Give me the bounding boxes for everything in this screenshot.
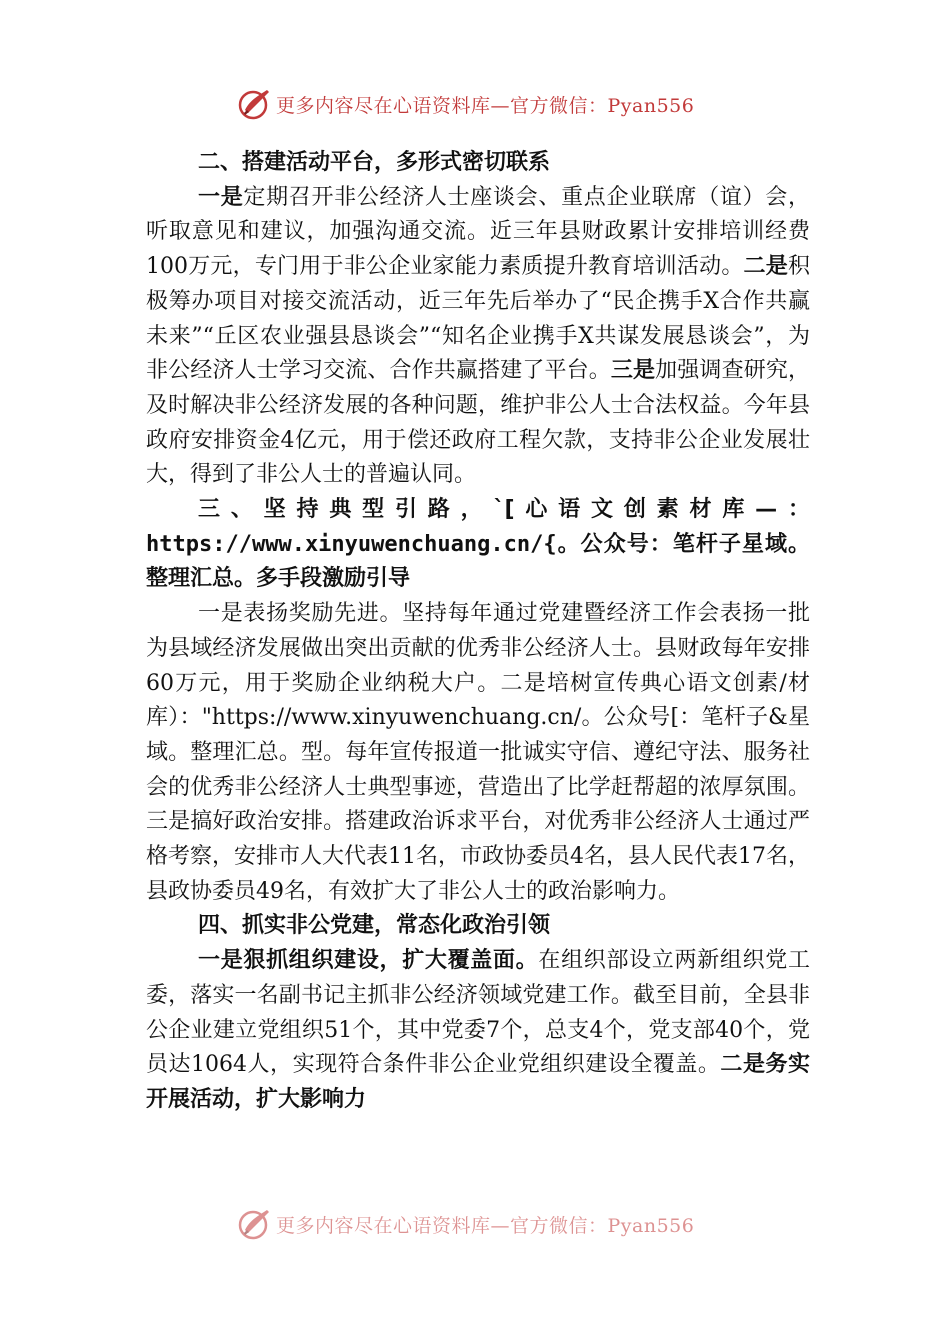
document-body xyxy=(146,146,810,1118)
section-3-heading xyxy=(146,493,810,597)
section-2-paragraph xyxy=(146,181,810,493)
pen-logo-icon xyxy=(236,1206,272,1242)
section-4-point-1-label: 一是狠抓组织建设，扩大覆盖面。 xyxy=(198,948,539,974)
section-4-paragraph xyxy=(146,944,810,1118)
point-2-label: 二是 xyxy=(743,254,788,280)
header-watermark xyxy=(236,84,736,124)
section-3-heading-part-a: 三、坚持典型引路，`[心语文创素材库—： xyxy=(198,497,810,523)
section-4-point-2-label: 二是务实开展活动，扩大影响力 xyxy=(146,1052,810,1112)
header-watermark-text: 更多内容尽在心语资料库—官方微信：Pyan556 xyxy=(276,94,695,117)
point-1-label: 一是 xyxy=(198,184,244,210)
point-2-text: 积极筹办项目对接交流活动，近三年先后举办了“民企携手X合作共赢未来”“丘区农业强县恳谈会”“知名企业携手X共谋发展恳谈会”，为非公经济人士学习交流、合作共赢搭建了平台。 xyxy=(146,254,810,384)
section-3-heading-url: https://www.xinyuwenchuang.cn/{ xyxy=(146,531,557,557)
section-3-paragraph: 一是表扬奖励先进。坚持每年通过党建暨经济工作会表扬一批为县域经济发展做出突出贡献的优秀非公经济人士。县财政每年安排60万元，用于奖励企业纳税大户。二是培树宣传典心语文创素/材库）："https://www.xinyuwenchuang.cn/。公众号[：笔杆子&星域。整理汇总。型。每年宣传报道一批诚实守信、遵纪守法、服务社会的优秀非公经济人士典型事迹，营造出了比学赶帮超的浓厚氛围。三是搞好政治安排。搭建政治诉求平台，对优秀非公经济人士通过严格考察，安排市人大代表11名，市政协委员4名，县人民代表17名，县政协委员49名，有效扩大了非公人士的政治影响力。 xyxy=(146,601,810,904)
point-3-text: 加强调查研究，及时解决非公经济发展的各种问题，维护非公人士合法权益。今年县政府安排资金4亿元，用于偿还政府工程欠款，支持非公企业发展壮大，得到了非公人士的普遍认同。 xyxy=(146,358,810,488)
point-1-text: 定期召开非公经济人士座谈会、重点企业联席（谊）会，听取意见和建议，加强沟通交流。近三年县财政累计安排培训经费100万元，专门用于非公企业家能力素质提升教育培训活动。 xyxy=(146,184,810,280)
footer-watermark-text: 更多内容尽在心语资料库—官方微信：Pyan556 xyxy=(276,1214,695,1237)
pen-logo-icon xyxy=(236,86,272,122)
section-2-heading: 二、搭建活动平台，多形式密切联系 xyxy=(198,150,551,175)
section-4-heading: 四、抓实非公党建，常态化政治引领 xyxy=(198,913,551,939)
section-4-point-1-text: 在组织部设立两新组织党工委，落实一名副书记主抓非公经济领域党建工作。截至目前，全县非公企业建立党组织51个，其中党委7个，总支4个，党支部40个，党员达1064人，实现符合条件非公企业党组织建设全覆盖。 xyxy=(146,948,810,1078)
footer-watermark xyxy=(236,1204,736,1244)
point-3-label: 三是 xyxy=(610,358,656,384)
section-3-heading-part-b: 。公众号：笔杆子星域。整理汇总。多手段激励引导 xyxy=(146,531,810,592)
